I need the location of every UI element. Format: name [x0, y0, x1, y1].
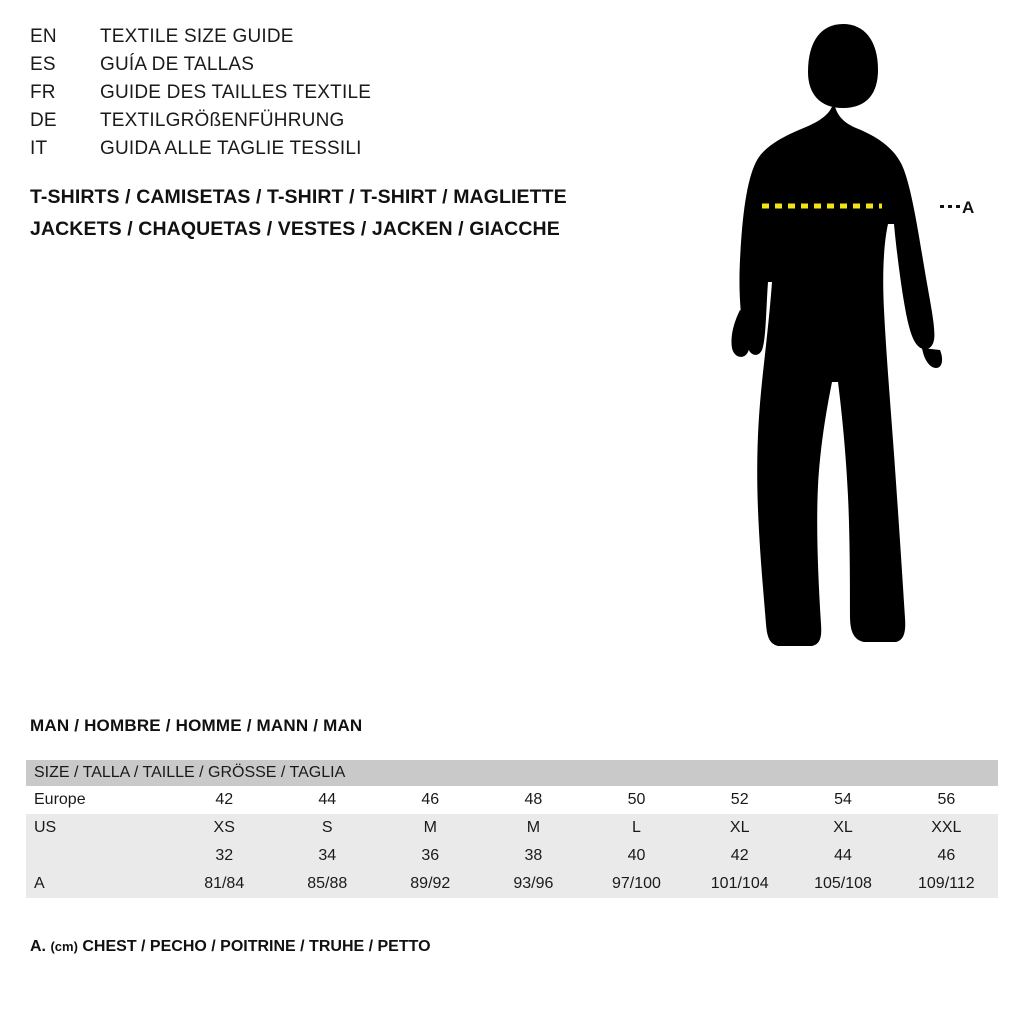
cell-numeric-1: 34 [276, 842, 379, 870]
cell-numeric-5: 42 [688, 842, 791, 870]
cell-a-1: 85/88 [276, 870, 379, 898]
table-header-label: SIZE / TALLA / TAILLE / GRÖSSE / TAGLIA [26, 760, 998, 786]
cell-a-2: 89/92 [379, 870, 482, 898]
cell-a-0: 81/84 [173, 870, 276, 898]
row-label-us: US [26, 814, 173, 842]
size-table [26, 760, 998, 898]
cell-numeric-7: 46 [895, 842, 998, 870]
footnote-text: CHEST / PECHO / POITRINE / TRUHE / PETTO [82, 938, 431, 955]
cell-us-3: M [482, 814, 585, 842]
row-label-a: A [26, 870, 173, 898]
table-header-row [26, 760, 998, 786]
cell-europe-3: 48 [482, 786, 585, 814]
cell-a-3: 93/96 [482, 870, 585, 898]
cell-numeric-0: 32 [173, 842, 276, 870]
cell-a-5: 101/104 [688, 870, 791, 898]
cell-numeric-3: 38 [482, 842, 585, 870]
cell-europe-6: 54 [791, 786, 894, 814]
cell-us-0: XS [173, 814, 276, 842]
language-code: IT [30, 138, 48, 159]
cell-numeric-6: 44 [791, 842, 894, 870]
cell-a-7: 109/112 [895, 870, 998, 898]
language-code: FR [30, 82, 56, 103]
body-silhouette-figure [700, 10, 1000, 670]
category-block [30, 186, 670, 250]
language-title: GUÍA DE TALLAS [100, 54, 255, 75]
cell-us-7: XXL [895, 814, 998, 842]
language-row [30, 82, 670, 110]
language-row [30, 138, 670, 166]
language-row [30, 54, 670, 82]
language-code: DE [30, 110, 57, 131]
row-label-europe: Europe [26, 786, 173, 814]
measure-leader-dots [940, 205, 960, 208]
category-line-tshirts: T-SHIRTS / CAMISETAS / T-SHIRT / T-SHIRT / MAGLIETTE [30, 186, 567, 208]
cell-numeric-4: 40 [585, 842, 688, 870]
cell-numeric-2: 36 [379, 842, 482, 870]
silhouette-svg [700, 10, 1000, 670]
cell-europe-2: 46 [379, 786, 482, 814]
cell-us-1: S [276, 814, 379, 842]
language-code: EN [30, 26, 57, 47]
cell-europe-5: 52 [688, 786, 791, 814]
language-header-block [30, 26, 670, 166]
cell-us-2: M [379, 814, 482, 842]
cell-europe-0: 42 [173, 786, 276, 814]
measure-label-a: A [962, 198, 975, 217]
table-row [26, 842, 998, 870]
cell-europe-4: 50 [585, 786, 688, 814]
cell-us-6: XL [791, 814, 894, 842]
language-title: GUIDA ALLE TAGLIE TESSILI [100, 138, 362, 159]
cell-europe-1: 44 [276, 786, 379, 814]
footnote-unit: (cm) [50, 939, 78, 954]
footnote [30, 938, 431, 956]
category-line-jackets: JACKETS / CHAQUETAS / VESTES / JACKEN / GIACCHE [30, 218, 560, 240]
cell-a-4: 97/100 [585, 870, 688, 898]
language-row [30, 110, 670, 138]
row-label-numeric [26, 842, 173, 870]
language-row [30, 26, 670, 54]
table-row [26, 786, 998, 814]
cell-us-4: L [585, 814, 688, 842]
language-title: TEXTILGRÖßENFÜHRUNG [100, 110, 345, 131]
language-title: GUIDE DES TAILLES TEXTILE [100, 82, 372, 103]
cell-a-6: 105/108 [791, 870, 894, 898]
cell-us-5: XL [688, 814, 791, 842]
language-code: ES [30, 54, 56, 75]
language-title: TEXTILE SIZE GUIDE [100, 26, 294, 47]
table-row [26, 814, 998, 842]
cell-europe-7: 56 [895, 786, 998, 814]
table-row [26, 870, 998, 898]
footnote-prefix: A. [30, 938, 46, 955]
gender-heading: MAN / HOMBRE / HOMME / MANN / MAN [30, 716, 363, 735]
